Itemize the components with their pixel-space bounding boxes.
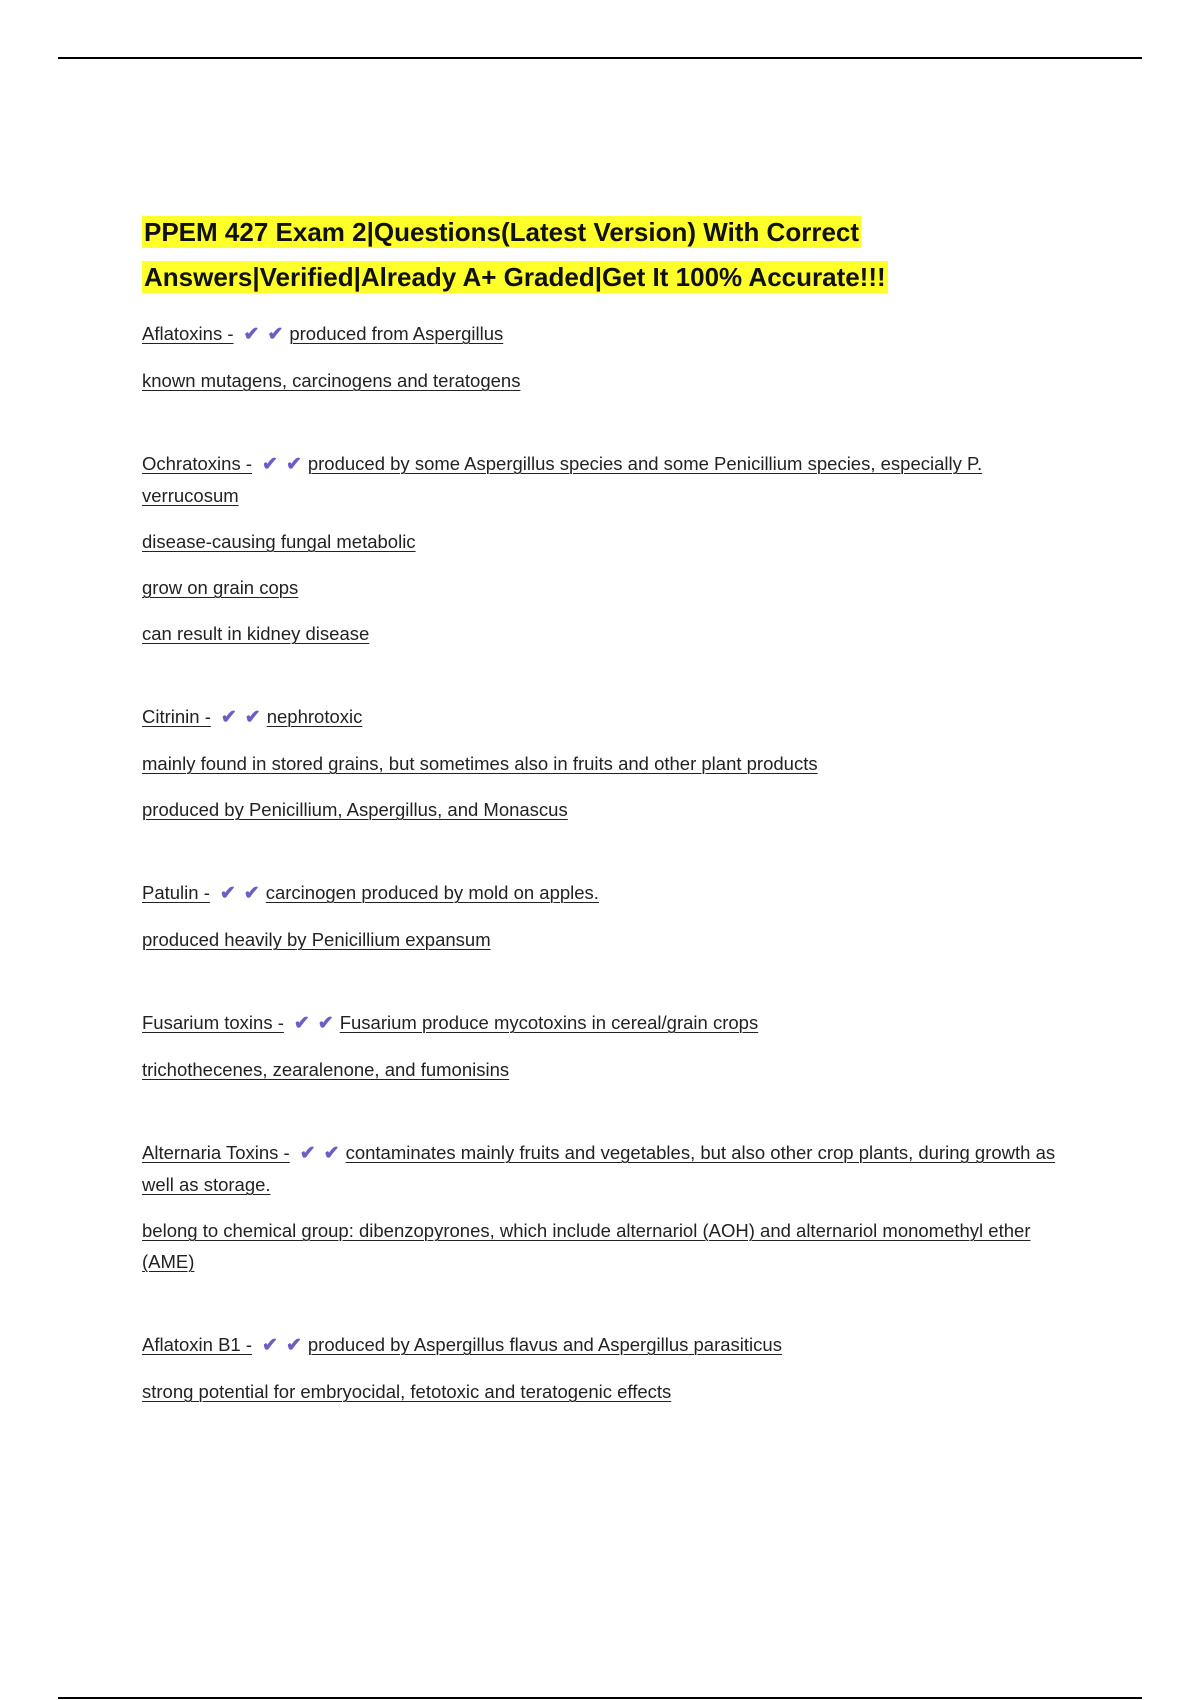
verified-checks: [258, 1329, 306, 1361]
checkmark-icon: ✔: [220, 707, 237, 728]
entry-term: Ochratoxins -: [142, 453, 253, 474]
document-title: [142, 210, 1072, 300]
entry-detail: known mutagens, carcinogens and teratogens: [142, 370, 521, 391]
entry-term-line: [142, 318, 1072, 350]
entry-detail: produced by Penicillium, Aspergillus, and Monascus: [142, 799, 568, 820]
checkmark-icon: ✔: [323, 1143, 340, 1164]
entry-definition: Fusarium produce mycotoxins in cereal/grain crops: [339, 1012, 759, 1033]
checkmark-icon: ✔: [299, 1143, 316, 1164]
entry-term-line: [142, 448, 1072, 511]
entry-definition: contaminates mainly fruits and vegetables, but also other crop plants, during growth as well as storage.: [142, 1142, 1056, 1195]
flashcard-entry: [142, 318, 1072, 396]
title-line-1: PPEM 427 Exam 2|Questions(Latest Version) With Correct: [144, 217, 860, 247]
checkmark-icon: ✔: [267, 324, 284, 345]
flashcard-entry: [142, 448, 1072, 649]
entry-term: Aflatoxins -: [142, 323, 234, 344]
flashcard-entry: [142, 1137, 1072, 1277]
entry-definition: produced from Aspergillus: [289, 323, 504, 344]
entry-term-line: [142, 877, 1072, 909]
bottom-divider: [58, 1697, 1142, 1699]
entry-detail: disease-causing fungal metabolic: [142, 531, 416, 552]
entry-detail: belong to chemical group: dibenzopyrones, which include alternariol (AOH) and alternariol monomethyl ether (AME): [142, 1220, 1031, 1272]
entry-detail: strong potential for embryocidal, fetotoxic and teratogenic effects: [142, 1381, 672, 1402]
checkmark-icon: ✔: [285, 454, 302, 475]
checkmark-icon: ✔: [244, 707, 261, 728]
entry-detail: mainly found in stored grains, but sometimes also in fruits and other plant products: [142, 753, 818, 774]
entry-term: Patulin -: [142, 882, 210, 903]
checkmark-icon: ✔: [293, 1013, 310, 1034]
entry-definition: nephrotoxic: [266, 706, 363, 727]
entry-detail: produced heavily by Penicillium expansum: [142, 929, 491, 950]
entry-term-line: [142, 1329, 1072, 1361]
checkmark-icon: ✔: [285, 1335, 302, 1356]
entry-term: Alternaria Toxins -: [142, 1142, 290, 1163]
flashcard-entry: [142, 701, 1072, 825]
verified-checks: [296, 1137, 344, 1169]
checkmark-icon: ✔: [262, 454, 278, 475]
entry-detail: can result in kidney disease: [142, 623, 370, 644]
entry-term-line: [142, 701, 1072, 733]
document-body: [142, 210, 1072, 1459]
entry-definition: produced by some Aspergillus species and some Penicillium species, especially P. verrucosum: [142, 453, 983, 506]
verified-checks: [290, 1007, 338, 1039]
top-divider: [58, 57, 1142, 59]
entry-list: [142, 318, 1072, 1407]
entry-term-line: [142, 1007, 1072, 1039]
entry-term: Fusarium toxins -: [142, 1012, 284, 1033]
checkmark-icon: ✔: [262, 1335, 278, 1356]
verified-checks: [217, 701, 265, 733]
verified-checks: [258, 448, 306, 480]
checkmark-icon: ✔: [243, 324, 260, 345]
checkmark-icon: ✔: [243, 883, 260, 904]
title-line-2: Answers|Verified|Already A+ Graded|Get It 100% Accurate!!!: [144, 262, 886, 292]
checkmark-icon: ✔: [219, 883, 236, 904]
entry-term: Citrinin -: [142, 706, 211, 727]
entry-definition: carcinogen produced by mold on apples.: [265, 882, 599, 903]
flashcard-entry: [142, 1329, 1072, 1407]
entry-detail: grow on grain cops: [142, 577, 299, 598]
entry-term: Aflatoxin B1 -: [142, 1334, 253, 1355]
flashcard-entry: [142, 1007, 1072, 1085]
entry-term-line: [142, 1137, 1072, 1200]
checkmark-icon: ✔: [317, 1013, 334, 1034]
verified-checks: [240, 318, 288, 350]
entry-definition: produced by Aspergillus flavus and Aspergillus parasiticus: [307, 1334, 782, 1355]
entry-detail: trichothecenes, zearalenone, and fumonisins: [142, 1059, 510, 1080]
flashcard-entry: [142, 877, 1072, 955]
verified-checks: [216, 877, 264, 909]
